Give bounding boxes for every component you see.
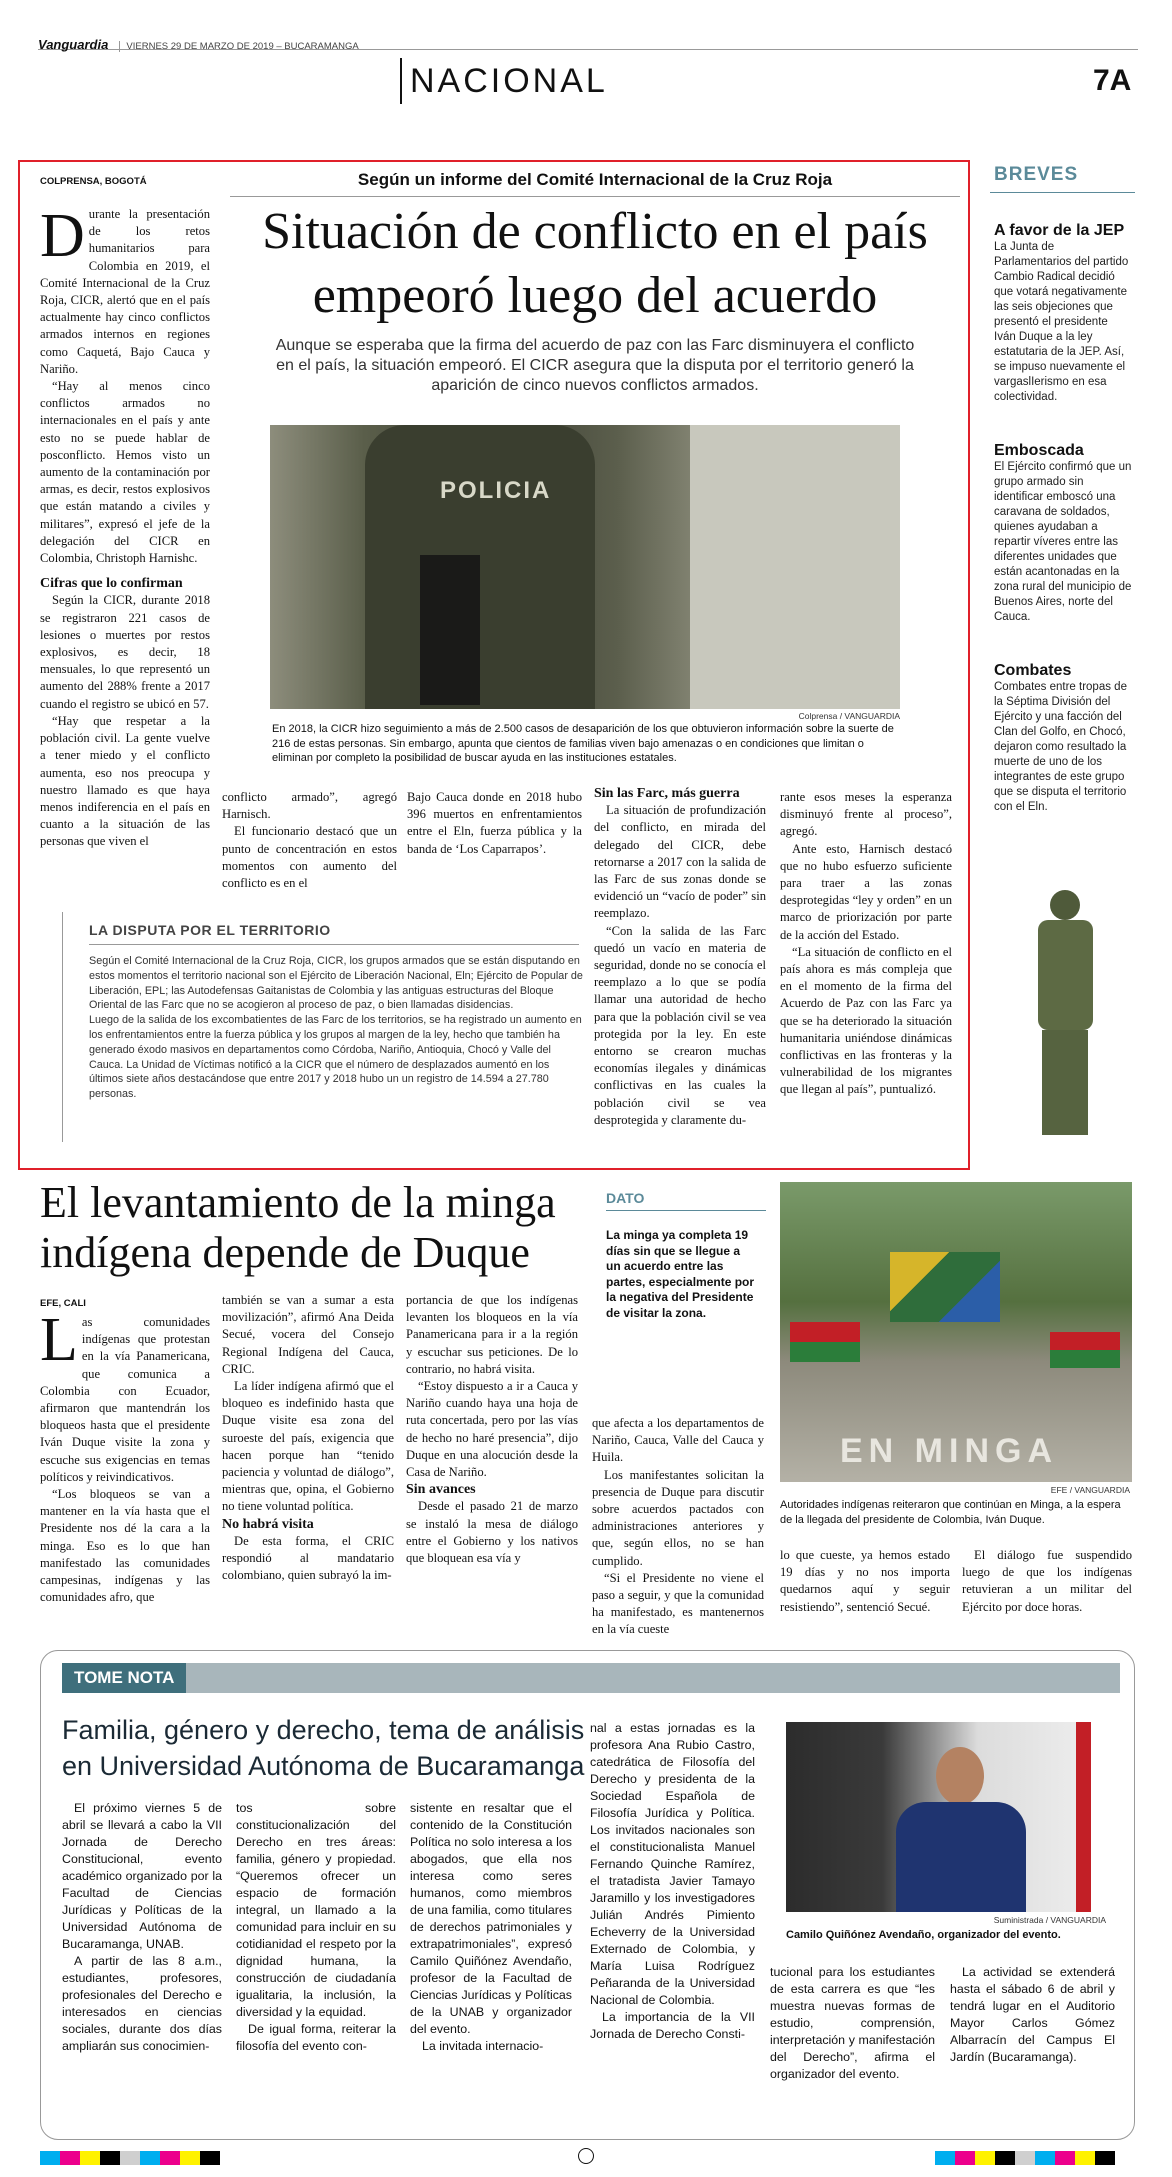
minga-col4-p2: Los manifestantes solicitan la presencia de Duque para discutir sobre acuerdos pactados con administraciones anteriores y que, según ellos, no se han cumplido. <box>592 1467 764 1568</box>
lead-column-4 <box>594 785 766 1129</box>
tn-col1-p2: A partir de las 8 a.m., estudiantes, profesores, profesionales del Derecho e interesados en ciencias sociales, durante dos días ampliarán sus conocimien- <box>62 1954 222 2053</box>
tome-nota-column-2 <box>236 1800 396 2055</box>
lead-headline-line2: empeoró luego del acuerdo <box>312 267 878 324</box>
lead-col4-p1: La situación de profundización del conflicto, en mirada del delegado del CICR, debe retornarse a 2017 con la salida de las Farc de sus zonas donde se evidenció un “vacío de poder” sin reemplazo. <box>594 803 766 921</box>
tome-nota-column-6 <box>950 1964 1115 2066</box>
flag-shape-red <box>790 1322 860 1362</box>
speaker-head <box>936 1747 984 1805</box>
masthead <box>38 34 1138 50</box>
minga-subhead-visita: No habrá visita <box>222 1516 314 1532</box>
lead-col5-p2: Ante esto, Harnisch destacó que no hubo esfuerzo suficiente para traer a las zonas desprotegidas “ley y orden” en un marco de priorización por parte de la acción del Estado. <box>780 841 952 942</box>
lead-caption: En 2018, la CICR hizo seguimiento a más de 2.500 casos de desaparición de los que obtuvieron información sobre la suerte de 216 de estas personas. Sin embargo, apunta que cientos de familias viven bajo amenazas o en condiciones que limitan o eliminan por completo la posibilidad de buscar ayuda en las instituciones estatales. <box>272 723 894 764</box>
logo: Vanguardia <box>38 37 109 52</box>
tome-nota-headline-line2: en Universidad Autónoma de Bucaramanga <box>62 1751 585 1781</box>
breves-title: BREVES <box>994 164 1079 185</box>
tn-col3-p2: La invitada internacio- <box>422 2039 544 2053</box>
lead-col1-p3: Según la CICR, durante 2018 se registraron 221 casos de lesiones o muertes por restos explosivos, es decir, 18 mensuales, lo que representó un aumento del 288% frente a 2017 cuando el registro se ubicó en 57. <box>40 593 210 711</box>
tome-nota-column-4 <box>590 1720 755 2043</box>
wall-block <box>690 425 900 709</box>
minga-col3-p3: Desde el pasado 21 de marzo se instaló la mesa de diálogo entre el Gobierno y los nativos que bloquean esa vía y <box>406 1499 578 1566</box>
road-text: EN MINGA <box>840 1432 1058 1470</box>
tome-nota-label: TOME NOTA <box>62 1663 186 1693</box>
disputa-box-p1: Según el Comité Internacional de la Cruz Roja, CICR, los grupos armados que se están disputando en estos momentos el territorio nacional son el Ejército de Liberación Nacional, Eln; Ejército de Popular de Liberación, EPL; las Autodefensas Gaitanistas de Colombia y las antiguas estructuras del Bloque Oriental de las Farc que no se acogieron al proceso de paz, o bien llamadas disidencias. <box>89 955 583 1012</box>
breves-soldier-photo <box>1020 885 1110 1140</box>
lead-photo-credit: Colprensa / VANGUARDIA <box>798 711 900 721</box>
minga-column-6 <box>962 1547 1132 1616</box>
soldier-legs <box>1042 1030 1088 1135</box>
tome-nota-headline <box>62 1712 592 1784</box>
breves-rule <box>990 192 1135 193</box>
lead-col5-p3: “La situación de conflicto en el país ahora es más compleja que en el momento de la firma del Acuerdo de Paz con las Farc ya que se ha deteriorado la situación humanitaria uniéndose dinámicas conflictivas en las fronteras y la vulnerabilidad de los migrantes que llegan al país”, puntualizó. <box>780 944 952 1097</box>
minga-headline-line1: El levantamiento de la minga <box>40 1178 556 1227</box>
breves-item-1 <box>994 222 1132 405</box>
tn-col6-p1: La actividad se extenderá hasta el sábado 6 de abril y tendrá lugar en el Auditorio Mayor Carlos Gómez Albarracín del Campus El Jardín (Bucaramanga). <box>950 1965 1115 2064</box>
lead-subhead-sin-farc: Sin las Farc, más guerra <box>594 786 740 801</box>
minga-headline <box>40 1178 620 1278</box>
lead-headline <box>225 200 965 328</box>
lead-col3-text: Bajo Cauca donde en 2018 hubo 396 muertos en enfrentamientos entre el Eln, fuerza pública y la banda de ‘Los Caparrapos’. <box>407 790 582 856</box>
lead-headline-line1: Situación de conflicto en el país <box>262 203 928 260</box>
section-rule <box>400 58 402 104</box>
disputa-box-title: LA DISPUTA POR EL TERRITORIO <box>89 922 331 938</box>
dato-text: La minga ya completa 19 días sin que se llegue a un acuerdo entre las partes, especialmente por la negativa del Presidente de visitar la zona. <box>606 1228 755 1320</box>
minga-photo-credit: EFE / VANGUARDIA <box>1050 1485 1130 1495</box>
disputa-box-text <box>89 954 584 1102</box>
lead-kicker: Según un informe del Comité Internacional de la Cruz Roja <box>357 170 833 189</box>
speaker-suit <box>896 1802 1026 1912</box>
dato-title: DATO <box>606 1190 645 1206</box>
breves-item-body: Combates entre tropas de la Séptima División del Ejército y una facción del Clan del Golfo, en Chocó, dejaron como resultado la muerte de uno de los integrantes de este grupo que se disputa el territorio con el Eln. <box>994 681 1127 813</box>
soldier-figure <box>365 425 595 709</box>
lead-col2-text: conflicto armado”, agregó Harnisch. <box>222 790 397 822</box>
lead-col2-p2: El funcionario destacó que un punto de concentración en estos momentos con aumento del conflicto es en el <box>222 824 397 891</box>
tn-col4-p1: nal a estas jornadas es la profesora Ana Rubio Castro, catedrática de Filosofía del Derecho y presidenta de la Sociedad Española de Filosofía Jurídica y Política. Los invitados nacionales son el constitucionalista Manuel Fernando Quinche Ramírez, el tratadista Javier Tamayo Jaramillo y los investigadores Julián Andrés Pimiento Echeverry de la Universidad Externado de Colombia, y María Luisa Rodríguez Peñaranda de la Universidad Nacional de Colombia. <box>590 1721 755 2007</box>
breves-item-2 <box>994 442 1132 625</box>
minga-col2-p3: De esta forma, el CRIC respondió al mandatario colombiano, quien subrayó la im- <box>222 1533 394 1583</box>
soldier-head <box>1050 890 1080 920</box>
lead-col1-intro: urante la presentación de los retos humanitarios para Colombia en 2019, el Comité Internacional de la Cruz Roja, CICR, alertó que en el país actualmente hay cinco conflictos armados internos en regiones como Caquetá, Bajo Cauca y Nariño. <box>40 207 210 376</box>
minga-col3-p1: portancia de que los indígenas levanten los bloqueos en la vía Panamericana para ir a la región y escuchar sus peticiones. De lo contrario, no habrá visita. <box>406 1293 578 1376</box>
flag-stripe <box>1076 1722 1106 1912</box>
minga-column-5 <box>780 1547 950 1616</box>
lead-dropcap: D <box>40 202 85 270</box>
registration-bar-left <box>40 2150 440 2169</box>
photo-vest-text: POLICIA <box>440 477 552 504</box>
tn-col4-p2: La importancia de la VII Jornada de Derecho Consti- <box>590 2010 755 2041</box>
tome-nota-bar <box>62 1663 1120 1693</box>
tn-col2-p2: De igual forma, reiterar la filosofía del evento con- <box>236 2022 396 2053</box>
breves-sidebar <box>990 160 1135 1160</box>
minga-subhead-avances: Sin avances <box>406 1482 476 1498</box>
breves-item-title: Emboscada <box>994 442 1084 459</box>
lead-col5-p1: rante esos meses la esperanza disminuyó frente al proceso”, agregó. <box>780 790 952 839</box>
minga-col2-p2: La líder indígena afirmó que el bloqueo es indefinido hasta que Duque visite esa zona del suroeste del país, exigencia que hacen porque han “tenido paciencia y voluntad de diálogo”, mientras que, opina, el Gobierno no tiene voluntad política. <box>222 1379 394 1514</box>
minga-column-1 <box>40 1292 210 1606</box>
minga-col2-p1: también se van a sumar a esta movilización”, afirmó Ana Deida Secué, vocera del Consejo Regional Indígena del Cauca, CRIC. <box>222 1293 394 1376</box>
minga-headline-line2: indígena depende de Duque <box>40 1228 530 1277</box>
minga-col4-p3: “Si el Presidente no viene el paso a seguir, y que la comunidad ha manifestado, es mantenernos en la vía cueste <box>592 1570 764 1637</box>
tome-nota-column-3 <box>410 1800 572 2055</box>
minga-caption: Autoridades indígenas reiteraron que continúan en Minga, a la espera de la llegada del presidente de Colombia, Iván Duque. <box>780 1499 1121 1526</box>
breves-item-3 <box>994 662 1132 815</box>
minga-col4-p1: que afecta a los departamentos de Nariño, Cauca, Valle del Cauca y Huila. <box>592 1416 764 1465</box>
tn-col5-p1: tucional para los estudiantes de esta carrera es que “les muestra nuevas formas de estudio, comprensión, interpretación y manifestación del Derecho”, afirma el organizador del evento. <box>770 1965 935 2081</box>
tn-col1-p1: El próximo viernes 5 de abril se llevará a cabo la VII Jornada de Derecho Constitucional, evento académico organizado por la Facultad de Ciencias Jurídicas y Políticas de la Universidad Autónoma de Bucaramanga, UNAB. <box>62 1801 222 1951</box>
disputa-box-rule <box>89 944 579 945</box>
tn-col2-p1: tos sobre constitucionalización del Derecho en tres áreas: familia, género y propiedad. “Queremos ofrecer un espacio de formación integral, un llamado a la comunidad para incluir en su cotidianidad el respeto por la dignidad humana, la construcción de ciudadanía igualitaria, la inclusión, la diversidad y la equidad. <box>236 1801 396 2019</box>
breves-item-body: La Junta de Parlamentarios del partido Cambio Radical decidió que votará negativamente las seis objeciones que presentó el presidente Iván Duque a la ley estatutaria de la JEP. Así, se impuso nuevamente el vargaslIerismo en esa colectividad. <box>994 241 1129 403</box>
header-date: VIERNES 29 DE MARZO DE 2019 – BUCARAMANGA <box>119 41 358 52</box>
minga-col1-intro: as comunidades indígenas que protestan en la vía Panamericana, que comunica a Colombia con Ecuador, afirmaron que mantendrán los bloqueos hasta que el presidente Iván Duque visite la zona y escuche sus exigencias en temas políticos y reivindicativos. <box>40 1315 210 1484</box>
lead-col1-p2: “Hay al menos cinco conflictos armados no internacionales en el país y ante esto no se puede hablar de posconflicto. Hemos visto un aumento de la contaminación por armas, es decir, restos explosivos que están matando a civiles y militares”, expresó el jefe de la delegación del CICR en Colombia, Christoph Harnishc. <box>40 379 210 566</box>
tome-nota-column-5 <box>770 1964 935 2083</box>
lead-column-3 <box>407 789 582 858</box>
tome-nota-caption: Camilo Quiñónez Avendaño, organizador del evento. <box>786 1929 1061 1941</box>
lead-photo <box>270 425 900 709</box>
minga-photo <box>780 1182 1132 1482</box>
minga-column-2 <box>222 1292 394 1584</box>
kicker-rule <box>230 196 960 197</box>
rifle-shape <box>420 555 480 705</box>
tn-col3-p1: sistente en resaltar que el contenido de la Constitución Política no solo interesa a los abogados, que ella nos interesa como seres humanos, como miembros de una familia, como titulares de derechos patrimoniales y extrapatrimoniales”, expresó Camilo Quiñónez Avendaño, profesor de la Facultad de Ciencias Jurídicas y Políticas de la UNAB y organizador del evento. <box>410 1801 572 2036</box>
lead-column-2 <box>222 789 397 892</box>
minga-col3-p2: “Estoy dispuesto a ir a Cauca y Nariño cuando haya una hoja de ruta concertada, pero por las vías de hecho no haré presencia”, dijo Duque en una alocución desde la Casa de Nariño. <box>406 1379 578 1480</box>
lead-col4-p2: “Con la salida de las Farc quedó un vacío en materia de seguridad, donde no se conocía el reemplazo a lo que se podía llamar una autoridad de hecho para que la población civil se vea protegida por la ley. En este entorno se crearon muchas economías ilegales y dinámicas conflictivas en las cuales la población civil se vea desprotegida y claramente du- <box>594 923 766 1127</box>
lead-subhead-cifras: Cifras que lo confirman <box>40 576 183 592</box>
registration-mark-icon <box>578 2148 594 2164</box>
minga-col5-p1: lo que cueste, ya hemos estado 19 días y no nos importa quedarnos aquí y seguir resistiendo”, sentenció Secué. <box>780 1548 950 1614</box>
registration-bar-right <box>935 2150 1135 2169</box>
minga-column-3 <box>406 1292 578 1567</box>
minga-col1-p2: “Los bloqueos se van a mantener en la vía hasta que el Presidente nos dé la cara a la minga. Eso es lo que han manifestado las comunidades campesinas, indígenas y las comunidades afro, que <box>40 1487 210 1605</box>
breves-item-body: El Ejército confirmó que un grupo armado sin identificar emboscó una caravana de soldados, quienes ayudaban a repartir víveres entre las diferentes unidades que están acantonadas en la zona rural del municipio de Buenos Aires, norte del Cauca. <box>994 461 1132 623</box>
soldier-body <box>1038 920 1093 1030</box>
dato-rule <box>606 1210 766 1211</box>
tome-nota-photo <box>786 1722 1106 1912</box>
lead-byline: COLPRENSA, BOGOTÁ <box>40 176 147 187</box>
lead-deck: Aunque se esperaba que la firma del acuerdo de paz con las Farc disminuyera el conflicto en el país, la situación empeoró. El CICR asegura que la disputa por el territorio generó la aparición de cinco nuevos conflictos armados. <box>275 337 915 394</box>
lead-column-1 <box>40 202 210 851</box>
minga-col6-p1: El diálogo fue suspendido luego de que los indígenas retuvieran a un militar del Ejército por doce horas. <box>962 1548 1132 1614</box>
minga-dropcap: L <box>40 1306 78 1374</box>
flag-shape-red-2 <box>1050 1332 1120 1368</box>
breves-item-title: A favor de la JEP <box>994 222 1125 239</box>
dato-box <box>606 1190 766 1340</box>
lead-column-5 <box>780 789 952 1099</box>
flag-shape <box>890 1252 1000 1322</box>
minga-column-4 <box>592 1415 764 1639</box>
minga-byline: EFE, CALI <box>40 1298 86 1309</box>
page-number: 7A <box>1093 64 1132 97</box>
tome-nota-headline-line1: Familia, género y derecho, tema de análisis <box>62 1715 585 1745</box>
section-title: NACIONAL <box>410 62 608 100</box>
disputa-box <box>62 912 582 1142</box>
breves-item-title: Combates <box>994 662 1072 679</box>
tome-nota-column-1 <box>62 1800 222 2055</box>
tome-nota-photo-credit: Suministrada / VANGUARDIA <box>993 1915 1106 1925</box>
lead-col1-p4: “Hay que respetar a la población civil. La gente vuelve a tener miedo y el conflicto aumenta, eso nos preocupa y nuestro llamado es que haya menos indiferencia en el país en cuanto a la situación de las personas que viven el <box>40 713 210 849</box>
disputa-box-p2: Luego de la salida de los excombatientes de las Farc de los territorios, se ha registrado un aumento en los enfrentamientos entre la fuerza pública y los grupos al margen de la ley, hecho que también ha generado éxodo masivos en departamentos como Córdoba, Nariño, Antioquia, Chocó y Valle del Cauca. La Unidad de Víctimas notificó a la CICR que el número de desplazados aumentó en los últimos siete años destacándose que entre 2017 y 2018 hubo un un registro de 14.594 a 27.780 personas. <box>89 1014 582 1101</box>
